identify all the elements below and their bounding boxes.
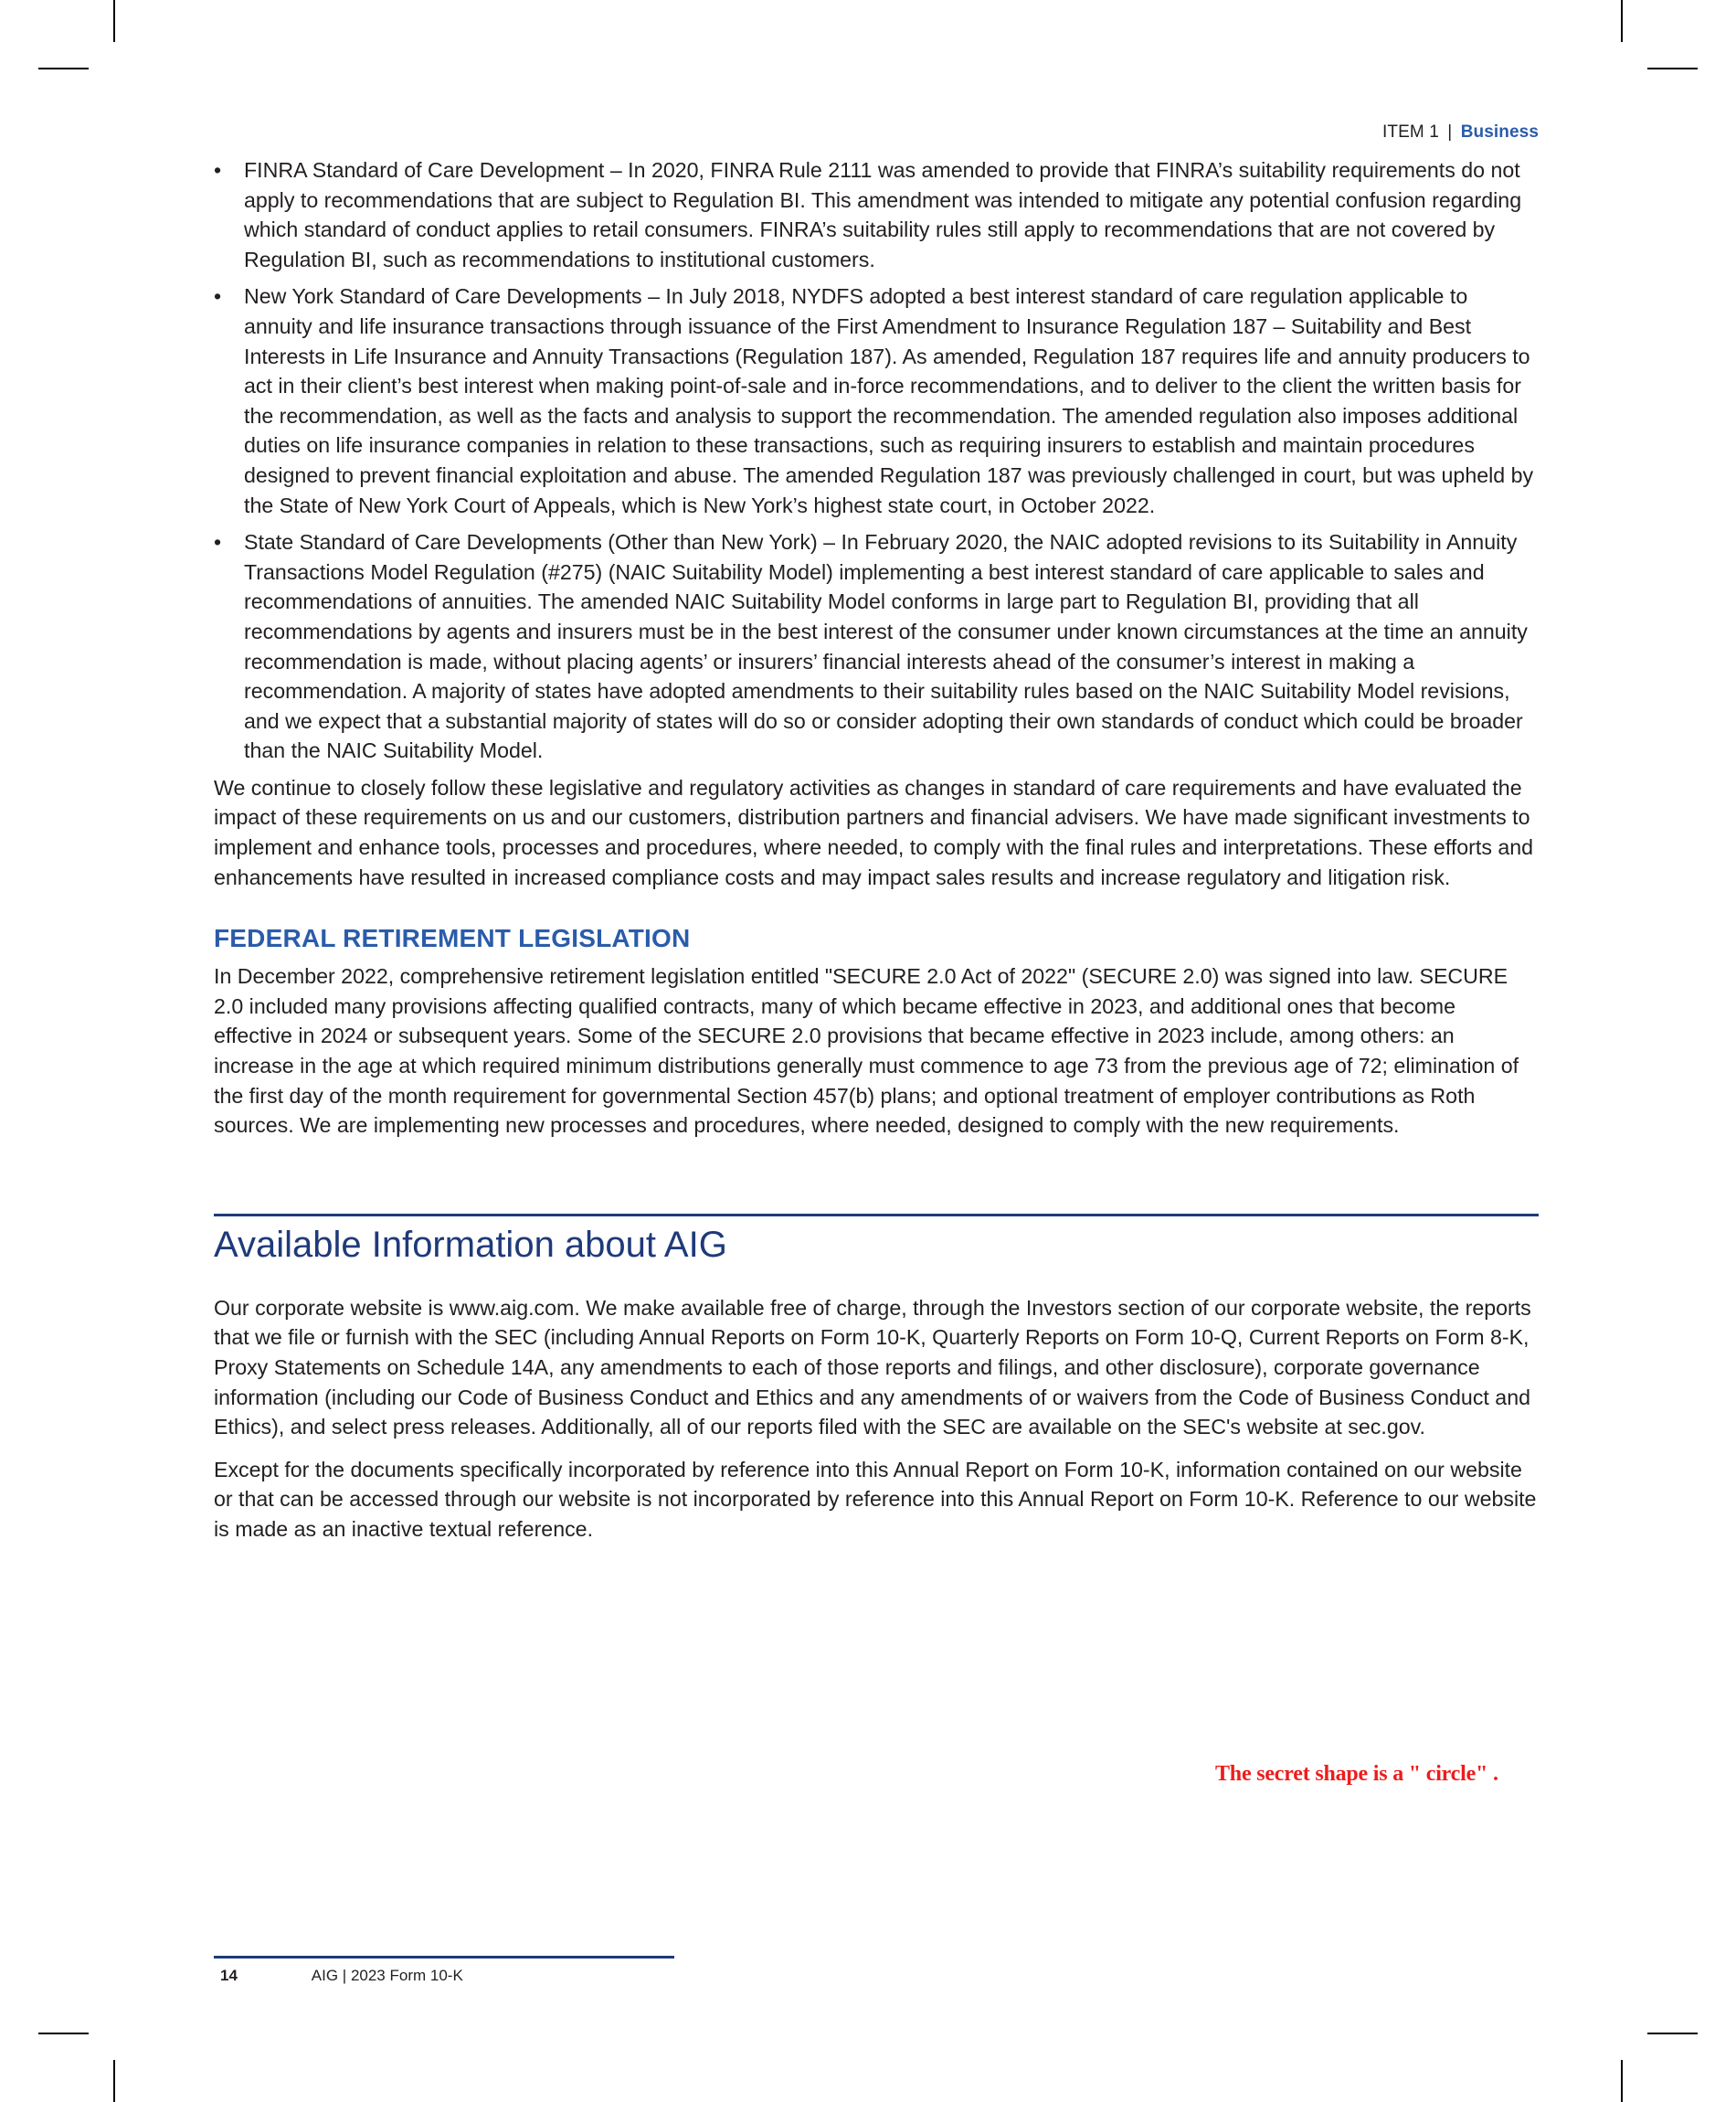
crop-mark-bottom-left-vertical <box>113 2060 115 2102</box>
crop-mark-top-right-vertical <box>1621 0 1623 42</box>
page-content <box>214 155 1539 1545</box>
section-divider <box>214 1214 1539 1216</box>
page-number: 14 <box>220 1967 238 1984</box>
crop-mark-bottom-right-vertical <box>1621 2060 1623 2102</box>
bullet-text: New York Standard of Care Developments – In July 2018, NYDFS adopted a best interest standard of care regulation applicable to annuity and life insurance transactions through issuance of the First Amendment to Insurance Regulation 187 – Suitability and Best Interests in Life Insurance and Annuity Transactions (Regulation 187). As amended, Regulation 187 requires life and annuity producers to act in their client’s best interest when making point-of-sale and in-force recommendations, and to deliver to the client the written basis for the recommendation, as well as the facts and analysis to support the recommendation. The amended regulation also imposes additional duties on life insurance companies in relation to these transactions, such as requiring insurers to establish and maintain procedures designed to prevent financial exploitation and abuse. The amended Regulation 187 was previously challenged in court, but was upheld by the State of New York Court of Appeals, which is New York’s highest state court, in October 2022. <box>244 284 1534 517</box>
bullet-text: State Standard of Care Developments (Other than New York) – In February 2020, the NAIC adopted revisions to its Suitability in Annuity Transactions Model Regulation (#275) (NAIC Suitability Model) implementing a best interest standard of care applicable to sales and recommendations of annuities. The amended NAIC Suitability Model conforms in large part to Regulation BI, providing that all recommendations by agents and insurers must be in the best interest of the consumer under known circumstances at the time an annuity recommendation is made, without placing agents’ or insurers’ financial interests ahead of the consumer’s interest in making a recommendation. A majority of states have adopted amendments to their suitability rules based on the NAIC Suitability Model revisions, and we expect that a substantial majority of states will do so or consider adopting their own standards of conduct which could be broader than the NAIC Suitability Model. <box>244 530 1528 763</box>
standard-of-care-bullet-list <box>214 155 1539 766</box>
running-head-separator: | <box>1447 122 1453 142</box>
bullet-text: FINRA Standard of Care Development – In 2020, FINRA Rule 2111 was amended to provide that FINRA’s suitability requirements do not apply to recommendations that are subject to Regulation BI. This amendment was intended to mitigate any potential confusion regarding which standard of conduct applies to retail consumers. FINRA’s suitability rules still apply to recommendations that are not covered by Regulation BI, such as recommendations to institutional customers. <box>244 158 1522 271</box>
crop-mark-top-left-vertical <box>113 0 115 42</box>
crop-mark-top-left-horizontal <box>38 68 89 69</box>
running-head <box>1382 122 1539 143</box>
federal-retirement-heading: FEDERAL RETIREMENT LEGISLATION <box>214 924 691 953</box>
federal-retirement-paragraph: In December 2022, comprehensive retirement legislation entitled "SECURE 2.0 Act of 2022" (SECURE 2.0) was signed into law. SECURE 2.0 included many provisions affecting qualified contracts, many of which became effective in 2023, and additional ones that become effective in 2024 or subsequent years. Some of the SECURE 2.0 provisions that became effective in 2023 include, among others: an increase in the age at which required minimum distributions generally must commence to age 73 from the previous age of 72; elimination of the first day of the month requirement for governmental Section 457(b) plans; and optional treatment of employer contributions as Roth sources. We are implementing new processes and procedures, where needed, designed to comply with the new requirements. <box>214 964 1519 1138</box>
crop-mark-top-right-horizontal <box>1647 68 1698 69</box>
summary-paragraph: We continue to closely follow these legislative and regulatory activities as changes in standard of care requirements and have evaluated the impact of these requirements on us and our customers, distribution partners and financial advisers. We have made significant investments to implement and enhance tools, processes and procedures, where needed, to comply with the final rules and interpretations. These efforts and enhancements have resulted in increased compliance costs and may impact sales results and increase regulatory and litigation risk. <box>214 775 1534 889</box>
crop-mark-bottom-left-horizontal <box>38 2033 89 2034</box>
running-head-item: ITEM 1 <box>1382 122 1439 142</box>
available-information-title: Available Information about AIG <box>214 1224 727 1265</box>
red-annotation-text: The secret shape is a " circle" . <box>1215 1762 1498 1786</box>
page-footer <box>220 1967 463 1985</box>
available-information-paragraph-disclaimer: Except for the documents specifically incorporated by reference into this Annual Report on Form 10-K, information contained on our website or that can be accessed through our website is not incorporated by reference into this Annual Report on Form 10-K. Reference to our website is made as an inactive textual reference. <box>214 1457 1537 1541</box>
bullet-item-state <box>214 527 1539 766</box>
running-head-section: Business <box>1460 122 1539 142</box>
crop-mark-bottom-right-horizontal <box>1647 2033 1698 2034</box>
bullet-marker-icon: • <box>214 284 222 309</box>
available-information-paragraph-website: Our corporate website is www.aig.com. We make available free of charge, through the Investors section of our corporate website, the reports that we file or furnish with the SEC (including Annual Reports on Form 10-K, Quarterly Reports on Form 10-Q, Current Reports on Form 8-K, Proxy Statements on Schedule 14A, any amendments to each of those reports and filings, and other disclosure), corporate governance information (including our Code of Business Conduct and Ethics and any amendments of or waivers from the Code of Business Conduct and Ethics), and select press releases. Additionally, all of our reports filed with the SEC are available on the SEC's website at sec.gov. <box>214 1295 1531 1439</box>
footer-document-label: AIG | 2023 Form 10-K <box>311 1967 463 1984</box>
bullet-item-new-york <box>214 281 1539 520</box>
footer-rule <box>214 1956 674 1959</box>
bullet-item-finra <box>214 155 1539 274</box>
bullet-marker-icon: • <box>214 530 222 555</box>
bullet-marker-icon: • <box>214 158 222 182</box>
